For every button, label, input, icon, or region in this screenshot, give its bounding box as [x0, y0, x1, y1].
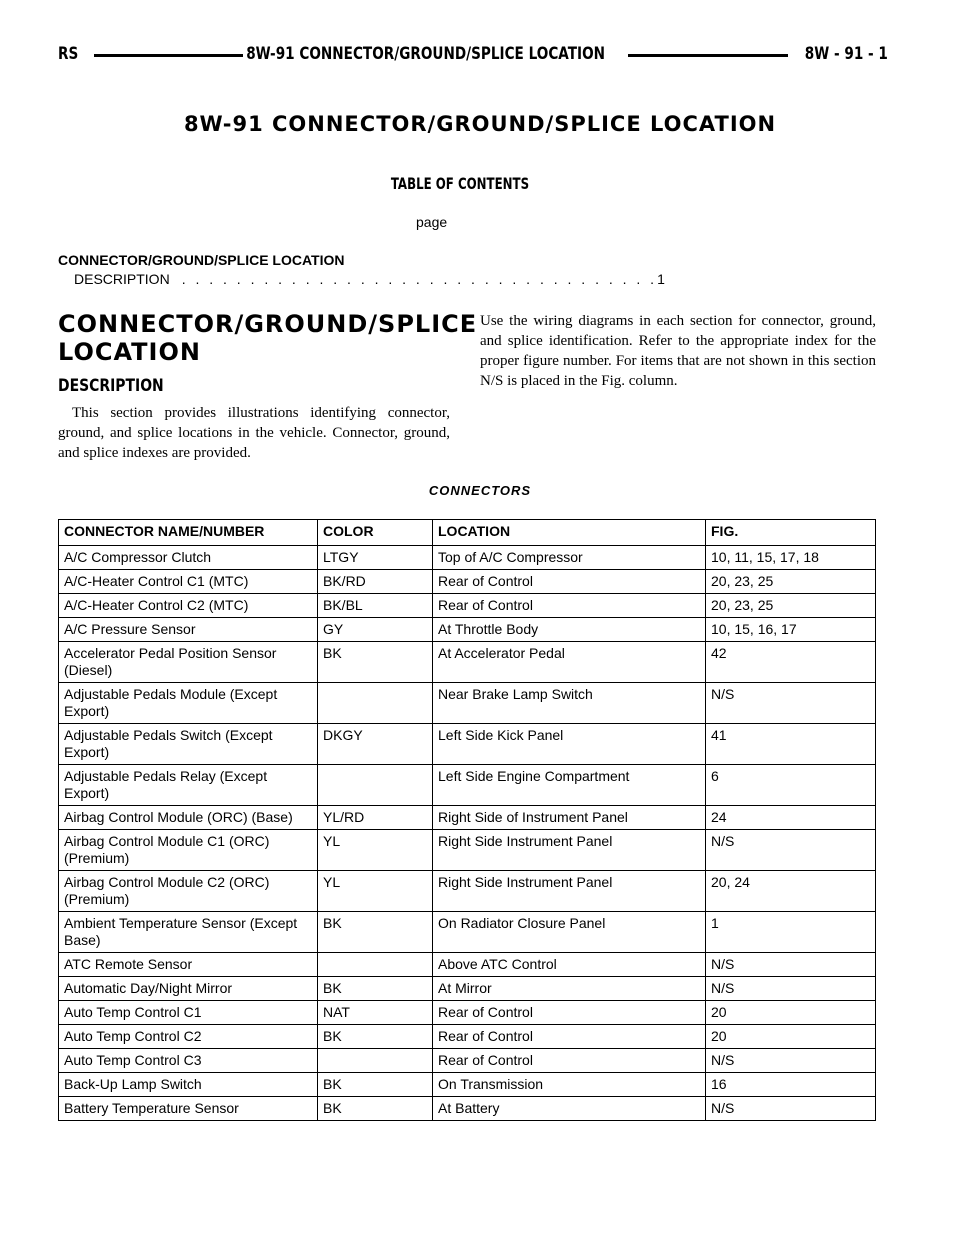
- cell-fig: 20: [706, 1001, 876, 1025]
- cell-name: Back-Up Lamp Switch: [59, 1073, 318, 1097]
- header-cell-location: LOCATION: [433, 520, 706, 546]
- cell-name: ATC Remote Sensor: [59, 953, 318, 977]
- cell-location: Near Brake Lamp Switch: [433, 683, 706, 724]
- cell-fig: N/S: [706, 1097, 876, 1121]
- cell-name: Adjustable Pedals Switch (Except Export): [59, 724, 318, 765]
- cell-name: A/C-Heater Control C2 (MTC): [59, 594, 318, 618]
- table-header-row: [59, 520, 876, 546]
- description-paragraph: This section provides illustrations identifying connector, ground, and splice locations in the vehicle. Connector, ground, and splice indexes are provided.: [58, 405, 450, 461]
- cell-name: A/C Pressure Sensor: [59, 618, 318, 642]
- cell-fig: 20, 23, 25: [706, 594, 876, 618]
- cell-name: Airbag Control Module (ORC) (Base): [59, 806, 318, 830]
- cell-color: BK: [318, 977, 433, 1001]
- table-row: [59, 953, 876, 977]
- section-subtitle: DESCRIPTION: [58, 376, 164, 396]
- cell-fig: 20: [706, 1025, 876, 1049]
- header-cell-color: COLOR: [318, 520, 433, 546]
- cell-color: YL: [318, 871, 433, 912]
- table-row: [59, 570, 876, 594]
- connectors-table: [58, 519, 876, 1121]
- cell-location: At Battery: [433, 1097, 706, 1121]
- cell-color: NAT: [318, 1001, 433, 1025]
- cell-name: Auto Temp Control C1: [59, 1001, 318, 1025]
- cell-name: Battery Temperature Sensor: [59, 1097, 318, 1121]
- cell-fig: 10, 15, 16, 17: [706, 618, 876, 642]
- header-cell-name: CONNECTOR NAME/NUMBER: [59, 520, 318, 546]
- cell-fig: N/S: [706, 683, 876, 724]
- cell-name: A/C-Heater Control C1 (MTC): [59, 570, 318, 594]
- cell-color: BK: [318, 1097, 433, 1121]
- cell-location: On Radiator Closure Panel: [433, 912, 706, 953]
- cell-name: Auto Temp Control C3: [59, 1049, 318, 1073]
- cell-location: Left Side Kick Panel: [433, 724, 706, 765]
- cell-location: Right Side of Instrument Panel: [433, 806, 706, 830]
- header-rule-left: [94, 54, 244, 57]
- cell-location: At Mirror: [433, 977, 706, 1001]
- cell-color: YL: [318, 830, 433, 871]
- cell-fig: N/S: [706, 953, 876, 977]
- cell-name: Automatic Day/Night Mirror: [59, 977, 318, 1001]
- cell-location: On Transmission: [433, 1073, 706, 1097]
- cell-fig: 10, 11, 15, 17, 18: [706, 546, 876, 570]
- cell-color: YL/RD: [318, 806, 433, 830]
- usage-paragraph: Use the wiring diagrams in each section for connector, ground, and splice identification. Refer to the appropriate index for the proper figure number. For items that are not shown in this section N/S is placed in the Fig. column.: [480, 313, 876, 389]
- cell-name: A/C Compressor Clutch: [59, 546, 318, 570]
- cell-location: Left Side Engine Compartment: [433, 765, 706, 806]
- cell-color: BK: [318, 912, 433, 953]
- cell-name: Adjustable Pedals Relay (Except Export): [59, 765, 318, 806]
- table-row: [59, 871, 876, 912]
- cell-fig: 16: [706, 1073, 876, 1097]
- cell-color: [318, 765, 433, 806]
- toc-title: TABLE OF CONTENTS: [390, 174, 530, 193]
- table-row: [59, 830, 876, 871]
- toc-entry-label: DESCRIPTION: [74, 271, 170, 287]
- connectors-table-title: CONNECTORS: [428, 483, 532, 498]
- toc-page-label: page: [416, 214, 448, 230]
- toc-leader-dots: . . . . . . . . . . . . . . . . . . . . . . . . . . . . . . . . . . .: [181, 271, 658, 287]
- cell-color: BK: [318, 642, 433, 683]
- cell-color: [318, 953, 433, 977]
- table-row: [59, 683, 876, 724]
- section-title-line2: LOCATION: [58, 338, 201, 366]
- section-title-line1: CONNECTOR/GROUND/SPLICE: [58, 310, 478, 338]
- header-rule-right: [628, 54, 788, 57]
- cell-color: BK/BL: [318, 594, 433, 618]
- cell-location: Right Side Instrument Panel: [433, 871, 706, 912]
- cell-name: Adjustable Pedals Module (Except Export): [59, 683, 318, 724]
- cell-fig: 20, 23, 25: [706, 570, 876, 594]
- toc-section-heading: CONNECTOR/GROUND/SPLICE LOCATION: [58, 252, 345, 268]
- cell-location: Rear of Control: [433, 1001, 706, 1025]
- cell-color: LTGY: [318, 546, 433, 570]
- cell-fig: N/S: [706, 1049, 876, 1073]
- cell-color: BK: [318, 1073, 433, 1097]
- header-cell-fig: FIG.: [706, 520, 876, 546]
- header-page-number: 8W - 91 - 1: [802, 44, 888, 64]
- cell-fig: 42: [706, 642, 876, 683]
- cell-fig: N/S: [706, 977, 876, 1001]
- cell-color: GY: [318, 618, 433, 642]
- page-header: [58, 44, 888, 68]
- cell-name: Ambient Temperature Sensor (Except Base): [59, 912, 318, 953]
- cell-fig: N/S: [706, 830, 876, 871]
- toc-entry-page: 1: [657, 271, 665, 287]
- table-row: [59, 546, 876, 570]
- page-title: 8W-91 CONNECTOR/GROUND/SPLICE LOCATION: [183, 112, 777, 136]
- table-row: [59, 618, 876, 642]
- header-left: RS: [58, 44, 83, 64]
- header-center: 8W-91 CONNECTOR/GROUND/SPLICE LOCATION: [243, 44, 608, 64]
- table-row: [59, 806, 876, 830]
- table-row: [59, 642, 876, 683]
- table-row: [59, 977, 876, 1001]
- cell-fig: 6: [706, 765, 876, 806]
- cell-location: Right Side Instrument Panel: [433, 830, 706, 871]
- cell-name: Auto Temp Control C2: [59, 1025, 318, 1049]
- table-row: [59, 724, 876, 765]
- table-row: [59, 594, 876, 618]
- cell-location: Top of A/C Compressor: [433, 546, 706, 570]
- table-row: [59, 912, 876, 953]
- cell-fig: 1: [706, 912, 876, 953]
- cell-location: At Throttle Body: [433, 618, 706, 642]
- cell-name: Airbag Control Module C2 (ORC)(Premium): [59, 871, 318, 912]
- cell-fig: 24: [706, 806, 876, 830]
- table-row: [59, 1025, 876, 1049]
- cell-fig: 41: [706, 724, 876, 765]
- table-row: [59, 1073, 876, 1097]
- cell-color: BK: [318, 1025, 433, 1049]
- cell-name: Accelerator Pedal Position Sensor (Diesel): [59, 642, 318, 683]
- table-row: [59, 765, 876, 806]
- cell-location: Rear of Control: [433, 1025, 706, 1049]
- cell-location: At Accelerator Pedal: [433, 642, 706, 683]
- cell-location: Rear of Control: [433, 594, 706, 618]
- toc-entry[interactable]: [74, 271, 665, 287]
- cell-color: [318, 683, 433, 724]
- cell-location: Rear of Control: [433, 1049, 706, 1073]
- table-row: [59, 1001, 876, 1025]
- cell-location: Above ATC Control: [433, 953, 706, 977]
- cell-color: BK/RD: [318, 570, 433, 594]
- cell-color: DKGY: [318, 724, 433, 765]
- section-title: [58, 310, 478, 366]
- table-row: [59, 1097, 876, 1121]
- cell-location: Rear of Control: [433, 570, 706, 594]
- cell-name: Airbag Control Module C1 (ORC)(Premium): [59, 830, 318, 871]
- cell-fig: 20, 24: [706, 871, 876, 912]
- cell-color: [318, 1049, 433, 1073]
- table-row: [59, 1049, 876, 1073]
